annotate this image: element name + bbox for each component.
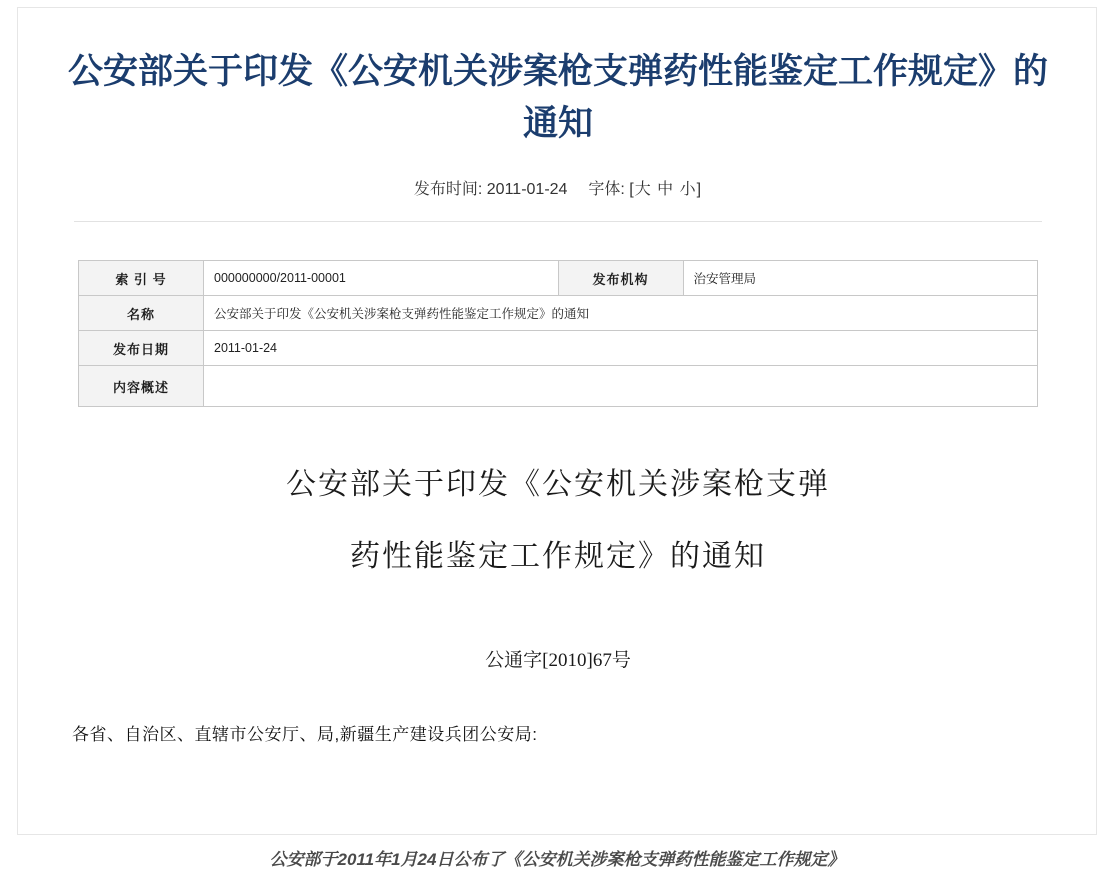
table-row [79,331,1038,366]
official-document-salutation: 各省、自治区、直辖市公安厅、局,新疆生产建设兵团公安局: [72,725,538,744]
table-row [79,296,1038,331]
official-document-number: 公通字[2010]67号 [485,650,631,671]
table-row [79,366,1038,407]
font-size-label: 字体: [588,181,625,198]
header-divider [74,221,1042,222]
font-size-bracket-close: ] [696,181,703,198]
document-meta [56,176,1060,199]
publish-date-label: 发布日期 [79,331,204,366]
index-number-value: 000000000/2011-00001 [204,261,559,296]
table-row [79,261,1038,296]
image-caption: 公安部于2011年1月24日公布了《公安机关涉案枪支弹药性能鉴定工作规定》 [269,850,845,869]
index-number-label: 索 引 号 [79,261,204,296]
publish-time-label: 发布时间: [413,181,483,198]
name-value: 公安部关于印发《公安机关涉案枪支弹药性能鉴定工作规定》的通知 [204,296,1038,331]
page-title: 公安部关于印发《公安机关涉案枪支弹药性能鉴定工作规定》的通知 [67,52,1048,143]
summary-label: 内容概述 [79,366,204,407]
font-size-large-button[interactable]: 大 [634,181,652,198]
official-title-line-2: 药性能鉴定工作规定》的通知 [350,540,766,573]
font-size-medium-button[interactable]: 中 [657,181,675,198]
font-size-bracket-open: [ [629,181,635,198]
document-screenshot-card [17,7,1097,835]
publish-time-value: 2011-01-24 [486,181,568,198]
official-title-line-1: 公安部关于印发《公安机关涉案枪支弹 [286,468,830,501]
name-label: 名称 [79,296,204,331]
document-info-table [78,260,1038,407]
document-content [56,30,1060,745]
font-size-small-button[interactable]: 小 [679,181,697,198]
official-document-title [56,449,1060,593]
publish-date-value: 2011-01-24 [204,331,1038,366]
publisher-label: 发布机构 [558,261,683,296]
summary-value [204,366,1038,407]
publisher-value: 治安管理局 [683,261,1038,296]
